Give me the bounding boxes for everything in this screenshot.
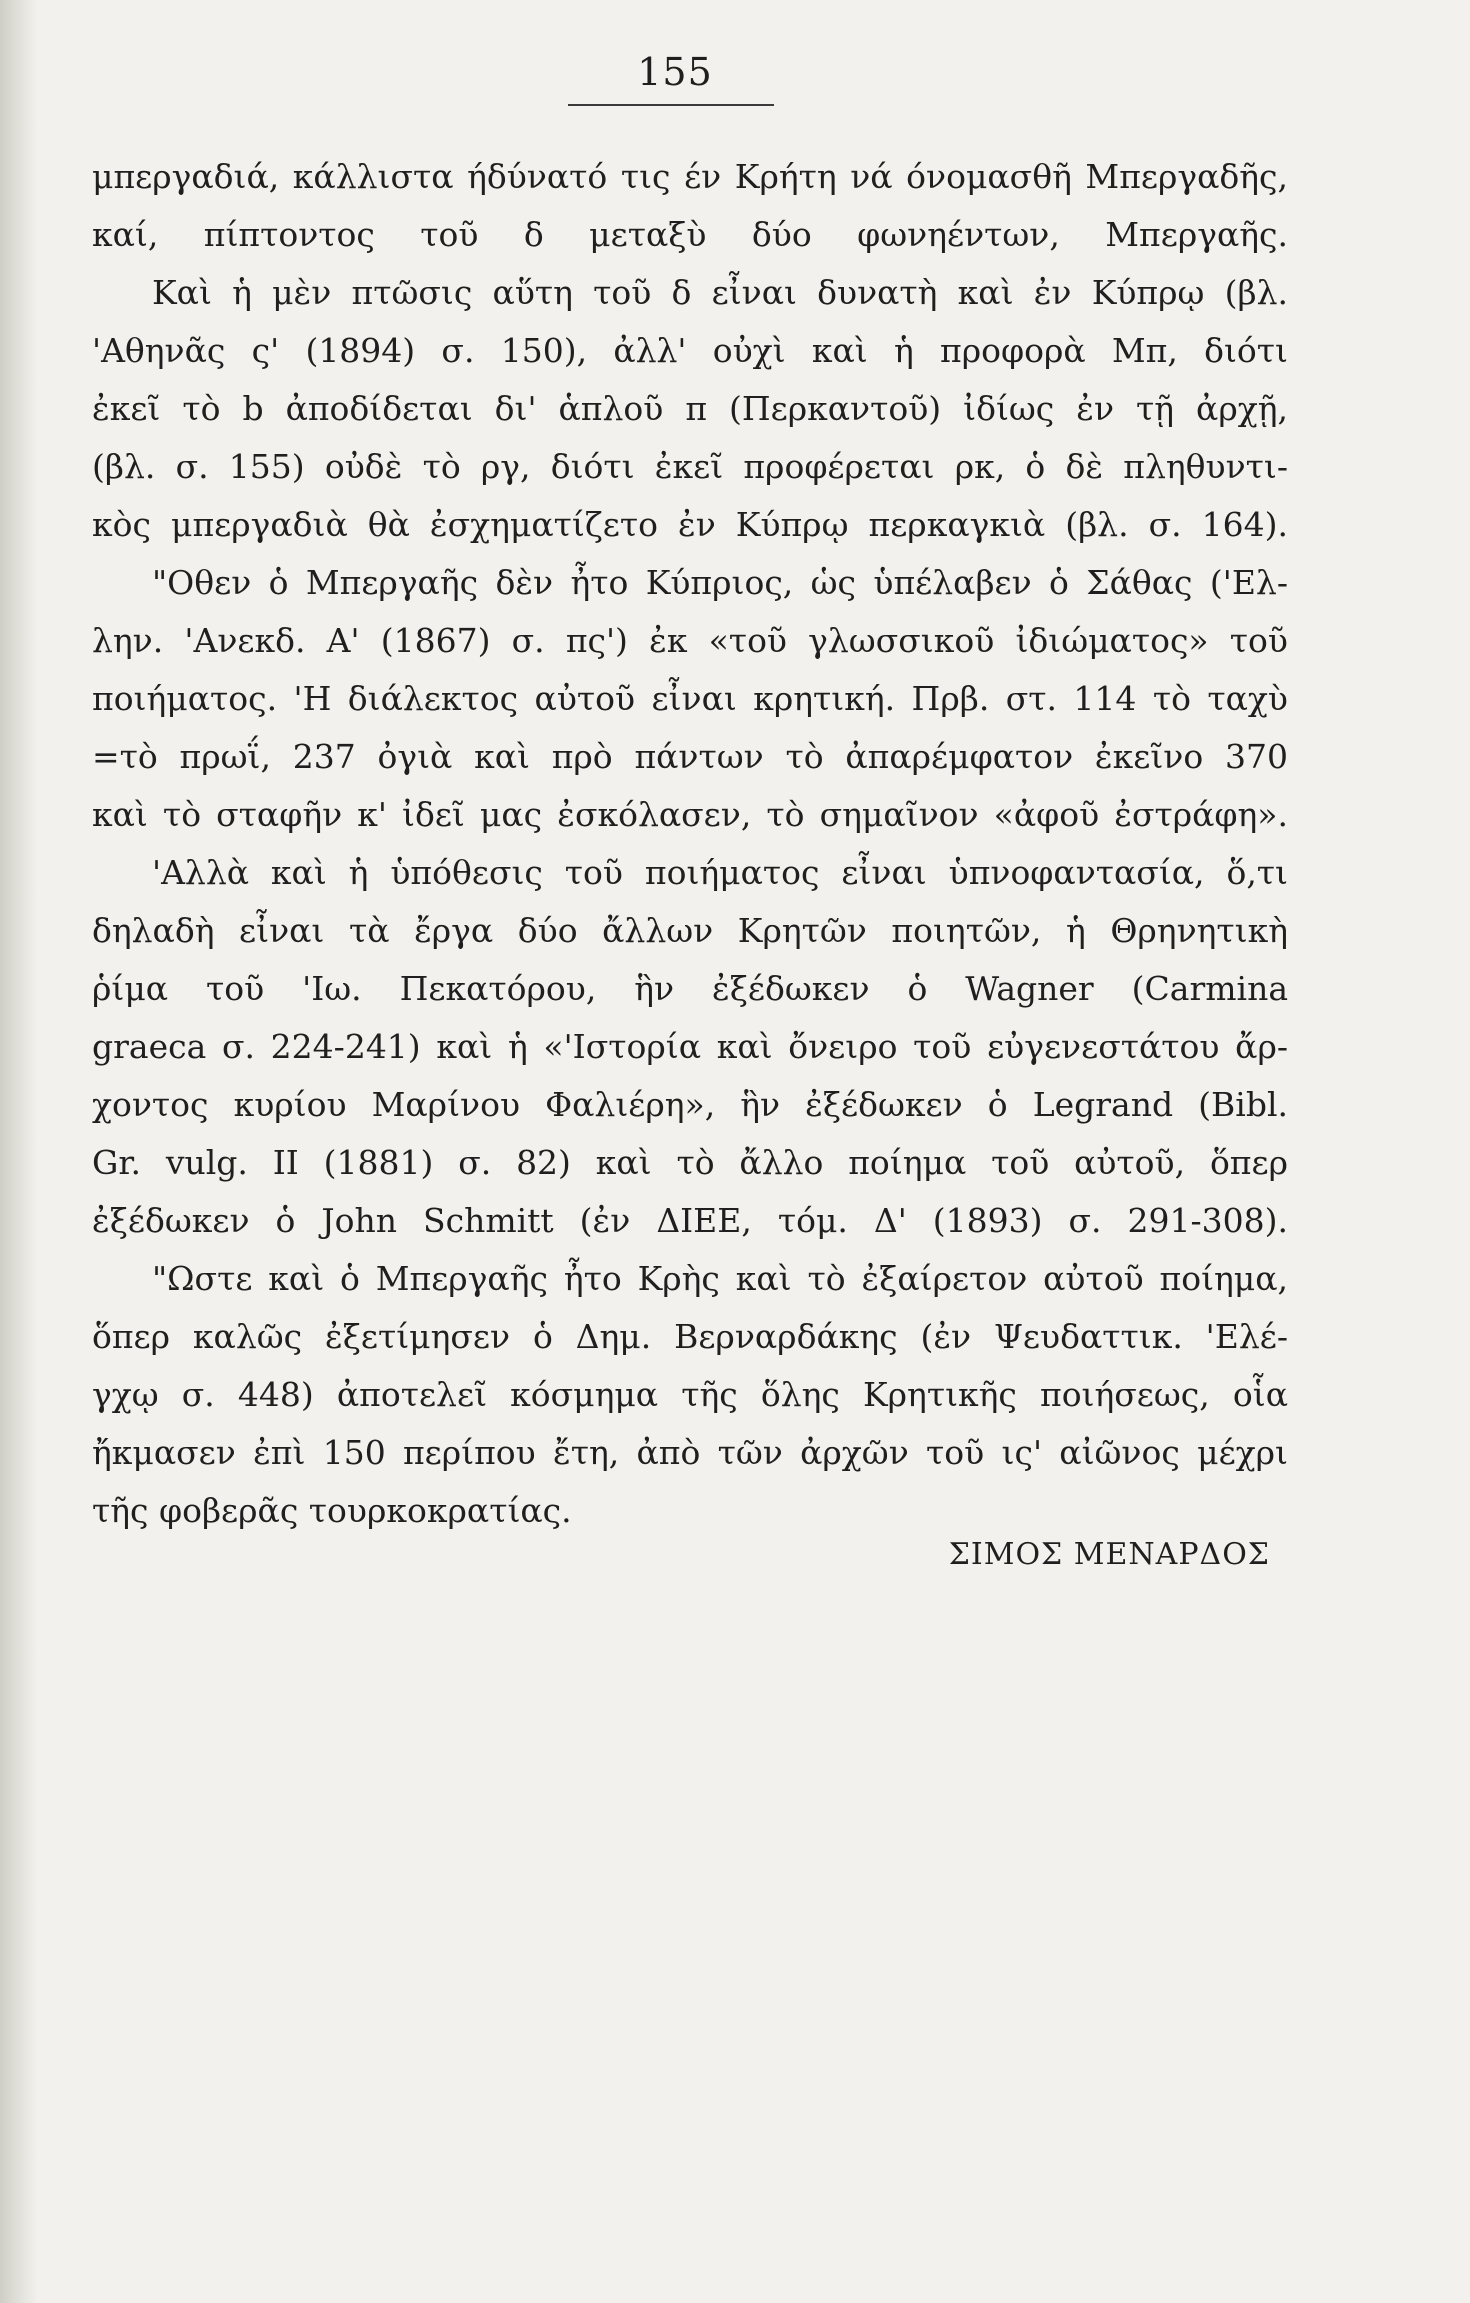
text-line: γχῳ σ. 448) ἀποτελεῖ κόσμημα τῆς ὅλης Κρητικῆς ποιήσεως, οἷα xyxy=(92,1375,1288,1414)
text-line: 'Αλλὰ καὶ ἡ ὑπόθεσις τοῦ ποιήματος εἶναι ὑπνοφαντασία, ὅ,τι xyxy=(152,853,1288,892)
text-line: Καὶ ἡ μὲν πτῶσις αὕτη τοῦ δ εἶναι δυνατὴ καὶ ἐν Κύπρῳ (βλ. xyxy=(152,273,1288,312)
text-line: ἐξέδωκεν ὁ John Schmitt (ἐν ΔΙΕΕ, τόμ. Δ' (1893) σ. 291-308). xyxy=(92,1201,1288,1240)
text-line: ἐκεῖ τὸ b ἀποδίδεται δι' ἁπλοῦ π (Περκαντοῦ) ἰδίως ἐν τῇ ἀρχῇ, xyxy=(92,389,1288,428)
text-line: κὸς μπεργαδιὰ θὰ ἐσχηματίζετο ἐν Κύπρῳ περκαγκιὰ (βλ. σ. 164). xyxy=(92,505,1288,544)
text-line: "Οθεν ὁ Μπεργαῆς δὲν ἦτο Κύπριος, ὡς ὑπέλαβεν ὁ Σάθας ('Ελ- xyxy=(152,563,1288,602)
text-line: ῥίμα τοῦ 'Ιω. Πεκατόρου, ἣν ἐξέδωκεν ὁ Wagner (Carmina xyxy=(92,969,1288,1008)
binding-shadow xyxy=(0,0,38,2303)
text-line: graeca σ. 224-241) καὶ ἡ «'Ιστορία καὶ ὄνειρο τοῦ εὐγενεστάτου ἄρ- xyxy=(92,1027,1288,1066)
text-line: =τὸ πρωΐ, 237 ὀγιὰ καὶ πρὸ πάντων τὸ ἀπαρέμφατον ἐκεῖνο 370 xyxy=(92,737,1288,776)
header-rule xyxy=(568,104,774,106)
text-line: δηλαδὴ εἶναι τὰ ἔργα δύο ἄλλων Κρητῶν ποιητῶν, ἡ Θρηνητικὴ xyxy=(92,911,1288,950)
text-line: Gr. vulg. II (1881) σ. 82) καὶ τὸ ἄλλο ποίημα τοῦ αὐτοῦ, ὅπερ xyxy=(92,1143,1288,1182)
text-line: τῆς φοβερᾶς τουρκοκρατίας. xyxy=(92,1491,572,1530)
text-line: μπεργαδιά, κάλλιστα ήδύνατό τις έν Κρήτη νά όνομασθῆ Μπεργαδῆς, xyxy=(92,157,1288,196)
text-line: καί, πίπτοντος τοῦ δ μεταξὺ δύο φωνηέντων, Μπεργαῆς. xyxy=(92,215,1288,254)
author-signature: ΣΙΜΟΣ ΜΕΝΑΡΔΟΣ xyxy=(948,1537,1270,1572)
text-line: ποιήματος. 'Η διάλεκτος αὐτοῦ εἶναι κρητική. Πρβ. στ. 114 τὸ ταχὺ xyxy=(92,679,1288,718)
page-number: 155 xyxy=(637,50,713,94)
text-line: (βλ. σ. 155) οὐδὲ τὸ ργ, διότι ἐκεῖ προφέρεται ρκ, ὁ δὲ πληθυντι- xyxy=(92,447,1288,486)
body-text xyxy=(92,148,1288,1540)
text-line: "Ωστε καὶ ὁ Μπεργαῆς ἦτο Κρὴς καὶ τὸ ἐξαίρετον αὐτοῦ ποίημα, xyxy=(152,1259,1288,1298)
text-line: λην. 'Ανεκδ. Α' (1867) σ. πς') ἐκ «τοῦ γλωσσικοῦ ἰδιώματος» τοῦ xyxy=(92,621,1288,660)
text-line: 'Αθηνᾶς ς' (1894) σ. 150), ἀλλ' οὐχὶ καὶ ἡ προφορὰ Μπ, διότι xyxy=(92,331,1288,370)
text-line: καὶ τὸ σταφῆν κ' ἰδεῖ μας ἐσκόλασεν, τὸ σημαῖνον «ἀφοῦ ἐστράφη». xyxy=(92,795,1288,834)
text-line: ἤκμασεν ἐπὶ 150 περίπου ἔτη, ἀπὸ τῶν ἀρχῶν τοῦ ις' αἰῶνος μέχρι xyxy=(92,1433,1288,1472)
text-line: χοντος κυρίου Μαρίνου Φαλιέρη», ἣν ἐξέδωκεν ὁ Legrand (Bibl. xyxy=(92,1085,1288,1124)
text-line: ὅπερ καλῶς ἐξετίμησεν ὁ Δημ. Βερναρδάκης (ἐν Ψευδαττικ. 'Ελέ- xyxy=(92,1317,1288,1356)
